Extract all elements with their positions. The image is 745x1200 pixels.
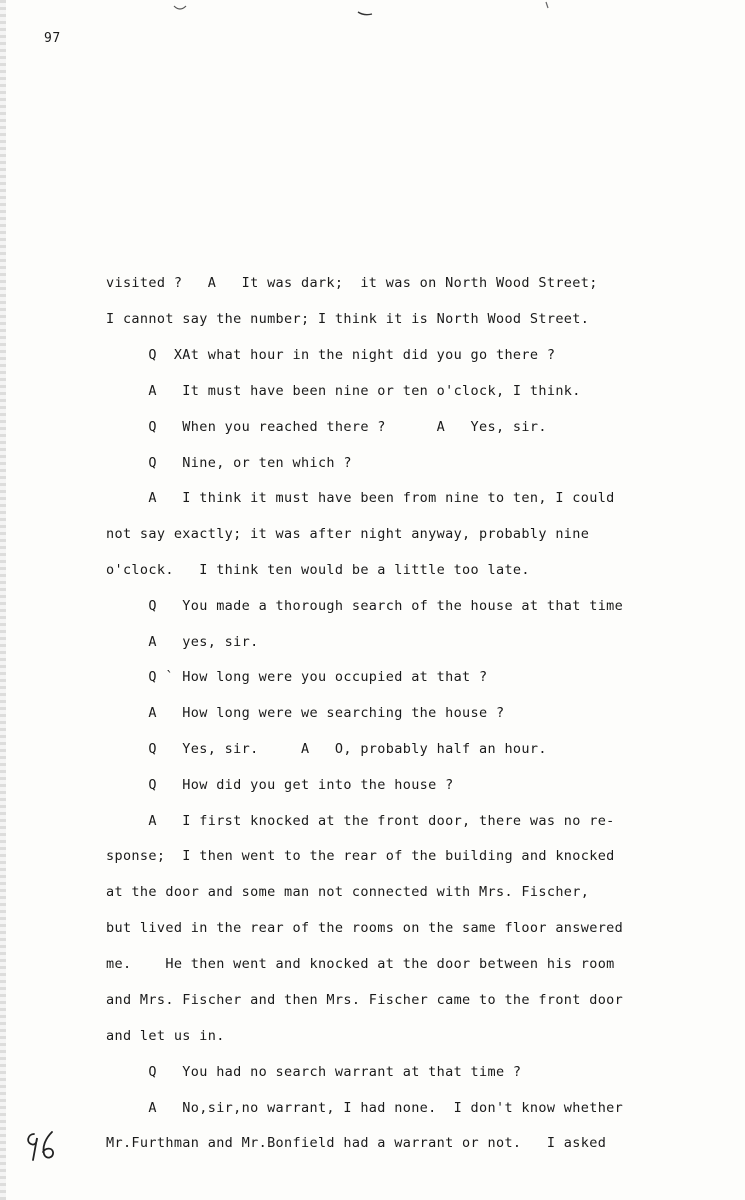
text-line: A No,sir,no warrant, I had none. I don't know whether (106, 1100, 624, 1116)
scan-artifacts (160, 0, 580, 24)
text-line: A yes, sir. (106, 634, 259, 650)
page-number: 97 (44, 31, 61, 46)
text-line: o'clock. I think ten would be a little too late. (106, 562, 530, 578)
text-line: sponse; I then went to the rear of the building and knocked (106, 848, 615, 864)
text-line: A I first knocked at the front door, there was no re- (106, 813, 615, 829)
text-line: not say exactly; it was after night anyway, probably nine (106, 526, 590, 542)
text-line: me. He then went and knocked at the door between his room (106, 956, 615, 972)
scan-binding-edge (0, 0, 6, 1200)
text-line: Q When you reached there ? A Yes, sir. (106, 419, 547, 435)
text-line: Q XAt what hour in the night did you go there ? (106, 347, 556, 363)
text-line: A It must have been nine or ten o'clock, I think. (106, 383, 581, 399)
text-line: Q You made a thorough search of the house at that time (106, 598, 624, 614)
text-line: at the door and some man not connected with Mrs. Fischer, (106, 884, 590, 900)
text-line: A I think it must have been from nine to ten, I could (106, 490, 615, 506)
text-line: A How long were we searching the house ? (106, 705, 505, 721)
text-line: but lived in the rear of the rooms on the same floor answered (106, 920, 624, 936)
text-line: Q Yes, sir. A O, probably half an hour. (106, 741, 547, 757)
text-line: and Mrs. Fischer and then Mrs. Fischer came to the front door (106, 992, 624, 1008)
text-line: Q How did you get into the house ? (106, 777, 454, 793)
text-line: Q ` How long were you occupied at that ? (106, 669, 488, 685)
text-line: visited ? A It was dark; it was on North Wood Street; (106, 275, 598, 291)
text-line: and let us in. (106, 1028, 225, 1044)
text-line: Q You had no search warrant at that time ? (106, 1064, 522, 1080)
text-line: Q Nine, or ten which ? (106, 455, 352, 471)
text-line: Mr.Furthman and Mr.Bonfield had a warrant or not. I asked (106, 1135, 607, 1151)
text-line: I cannot say the number; I think it is North Wood Street. (106, 311, 590, 327)
handwritten-margin-number (20, 1128, 60, 1164)
